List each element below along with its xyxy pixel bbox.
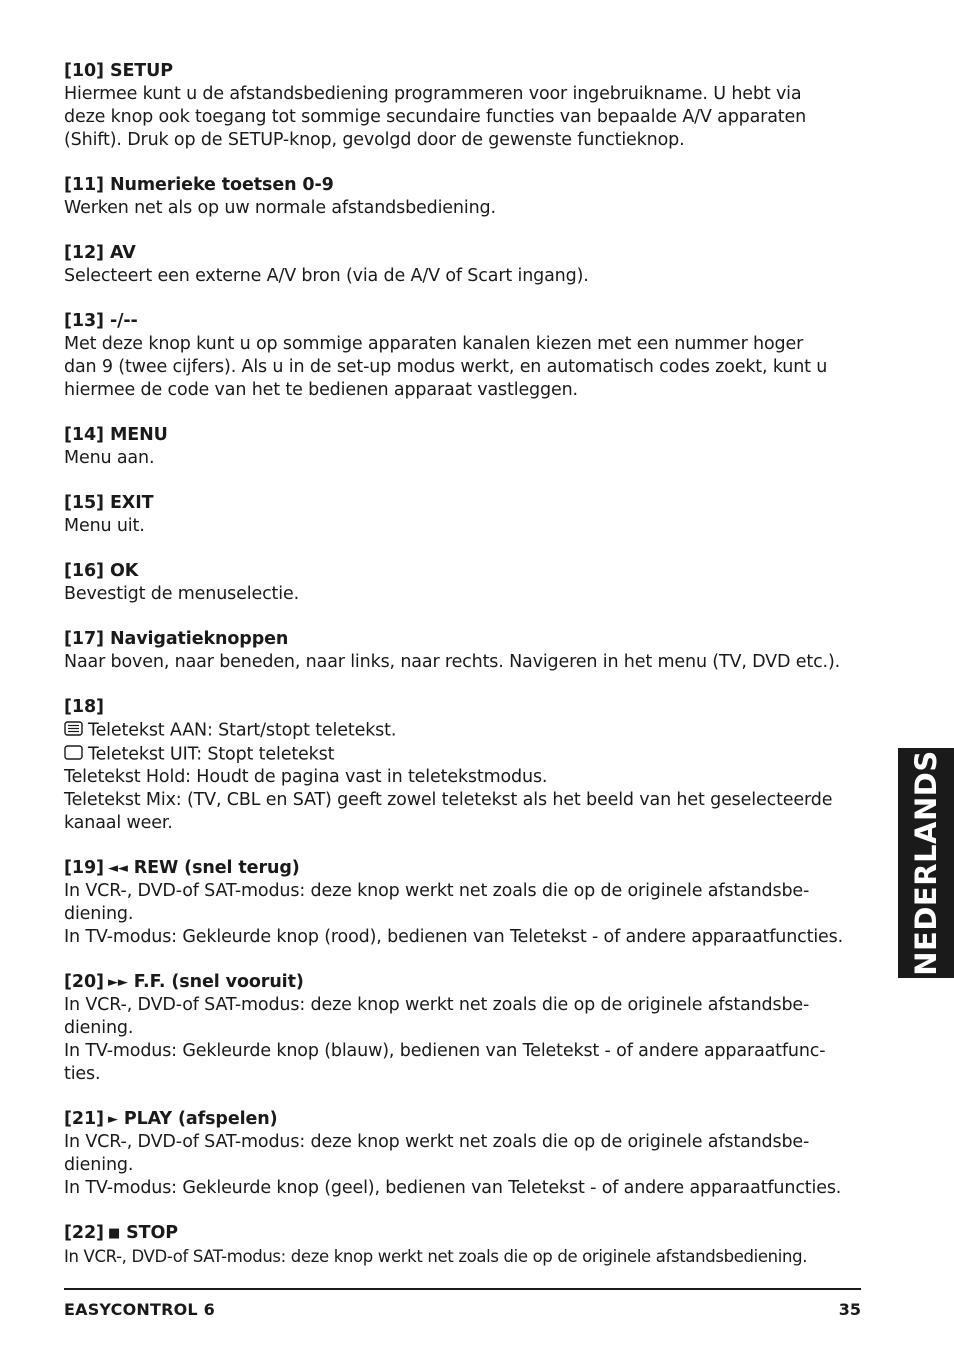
play-icon: ► [107, 1112, 118, 1127]
section-heading [64, 971, 864, 994]
body-text: kanaal weer. [64, 813, 173, 833]
body-text: In VCR-, DVD-of SAT-modus: deze knop werkt net zoals die op de originele afstandsbediening. [64, 1247, 808, 1266]
section-heading [64, 1108, 864, 1131]
body-text: In TV-modus: Gekleurde knop (rood), bedienen van Teletekst - of andere apparaatfuncties. [64, 927, 844, 947]
section-heading: [16] OK [64, 561, 139, 581]
body-text: dan 9 (twee cijfers). Als u in de set-up modus werkt, en automatisch codes zoekt, kunt u [64, 357, 828, 377]
body-text: Teletekst Mix: (TV, CBL en SAT) geeft zowel teletekst als het beeld van het geselecteerde [64, 790, 833, 810]
section-rew [64, 857, 864, 949]
body-text: diening. [64, 1018, 134, 1038]
section-heading: [12] AV [64, 243, 136, 263]
stop-icon: ■ [107, 1226, 121, 1241]
rewind-icon: ◄◄ [107, 861, 128, 876]
footer-divider [64, 1288, 861, 1290]
teletext-on-line [64, 719, 864, 743]
body-text: In VCR-, DVD-of SAT-modus: deze knop werkt net zoals die op de originele afstandsbe- [64, 995, 810, 1015]
body-text: Werken net als op uw normale afstandsbediening. [64, 198, 496, 218]
body-text: In TV-modus: Gekleurde knop (geel), bedienen van Teletekst - of andere apparaatfuncties. [64, 1178, 842, 1198]
body-text: hiermee de code van het te bedienen apparaat vastleggen. [64, 380, 578, 400]
teletext-off-line [64, 743, 864, 767]
body-text: Teletekst AAN: Start/stopt teletekst. [88, 720, 397, 741]
section-heading: [18] [64, 697, 104, 717]
body-text: Teletekst UIT: Stopt teletekst [88, 744, 335, 764]
heading-text: STOP [126, 1223, 178, 1243]
section-heading: [15] EXIT [64, 493, 154, 513]
section-menu [64, 424, 864, 470]
body-text: (Shift). Druk op de SETUP-knop, gevolgd door de gewenste functieknop. [64, 130, 685, 150]
heading-text: REW (snel terug) [133, 858, 300, 878]
body-text: diening. [64, 904, 134, 924]
section-ok [64, 560, 864, 606]
body-text: diening. [64, 1155, 134, 1175]
fast-forward-icon: ►► [107, 975, 128, 990]
body-text: Selecteert een externe A/V bron (via de A/V of Scart ingang). [64, 266, 589, 286]
heading-number: [19] [64, 858, 104, 878]
manual-content [64, 60, 864, 1290]
section-heading [64, 857, 864, 880]
body-text: Hiermee kunt u de afstandsbediening programmeren voor ingebruikname. U hebt via [64, 84, 802, 104]
section-heading [64, 1222, 864, 1245]
section-stop [64, 1222, 864, 1268]
section-exit [64, 492, 864, 538]
language-label: NEDERLANDS [909, 750, 943, 976]
heading-number: [20] [64, 972, 104, 992]
footer-product-name: EASYCONTROL 6 [64, 1300, 215, 1319]
body-text: Menu aan. [64, 448, 155, 468]
heading-text: F.F. (snel vooruit) [133, 972, 304, 992]
body-text: In TV-modus: Gekleurde knop (blauw), bedienen van Teletekst - of andere apparaatfunc- [64, 1041, 826, 1061]
section-fast-forward [64, 971, 864, 1086]
section-digits [64, 310, 864, 402]
body-text: Met deze knop kunt u op sommige apparaten kanalen kiezen met een nummer hoger [64, 334, 804, 354]
body-text: ties. [64, 1064, 101, 1084]
language-side-tab [898, 748, 954, 978]
section-play [64, 1108, 864, 1200]
section-heading: [10] SETUP [64, 61, 173, 81]
body-text: deze knop ook toegang tot sommige secundaire functies van bepaalde A/V apparaten [64, 107, 807, 127]
heading-text: PLAY (afspelen) [123, 1109, 278, 1129]
section-av [64, 242, 864, 288]
heading-number: [21] [64, 1109, 104, 1129]
teletext-off-icon [64, 743, 84, 766]
section-heading: [13] -/-- [64, 311, 138, 331]
section-setup [64, 60, 864, 152]
section-heading: [14] MENU [64, 425, 168, 445]
body-text: Teletekst Hold: Houdt de pagina vast in teletekstmodus. [64, 767, 548, 787]
section-heading: [11] Numerieke toetsen 0-9 [64, 175, 334, 195]
section-numeric-keys [64, 174, 864, 220]
body-text: Bevestigt de menuselectie. [64, 584, 299, 604]
footer-page-number: 35 [838, 1300, 861, 1319]
section-teletext [64, 696, 864, 835]
body-text: Menu uit. [64, 516, 145, 536]
body-text: In VCR-, DVD-of SAT-modus: deze knop werkt net zoals die op de originele afstandsbe- [64, 1132, 810, 1152]
body-text: In VCR-, DVD-of SAT-modus: deze knop werkt net zoals die op de originele afstandsbe- [64, 881, 810, 901]
section-navigation [64, 628, 864, 674]
body-text: Naar boven, naar beneden, naar links, naar rechts. Navigeren in het menu (TV, DVD etc.). [64, 652, 841, 672]
section-heading: [17] Navigatieknoppen [64, 629, 289, 649]
heading-number: [22] [64, 1223, 104, 1243]
teletext-on-icon [64, 719, 84, 742]
